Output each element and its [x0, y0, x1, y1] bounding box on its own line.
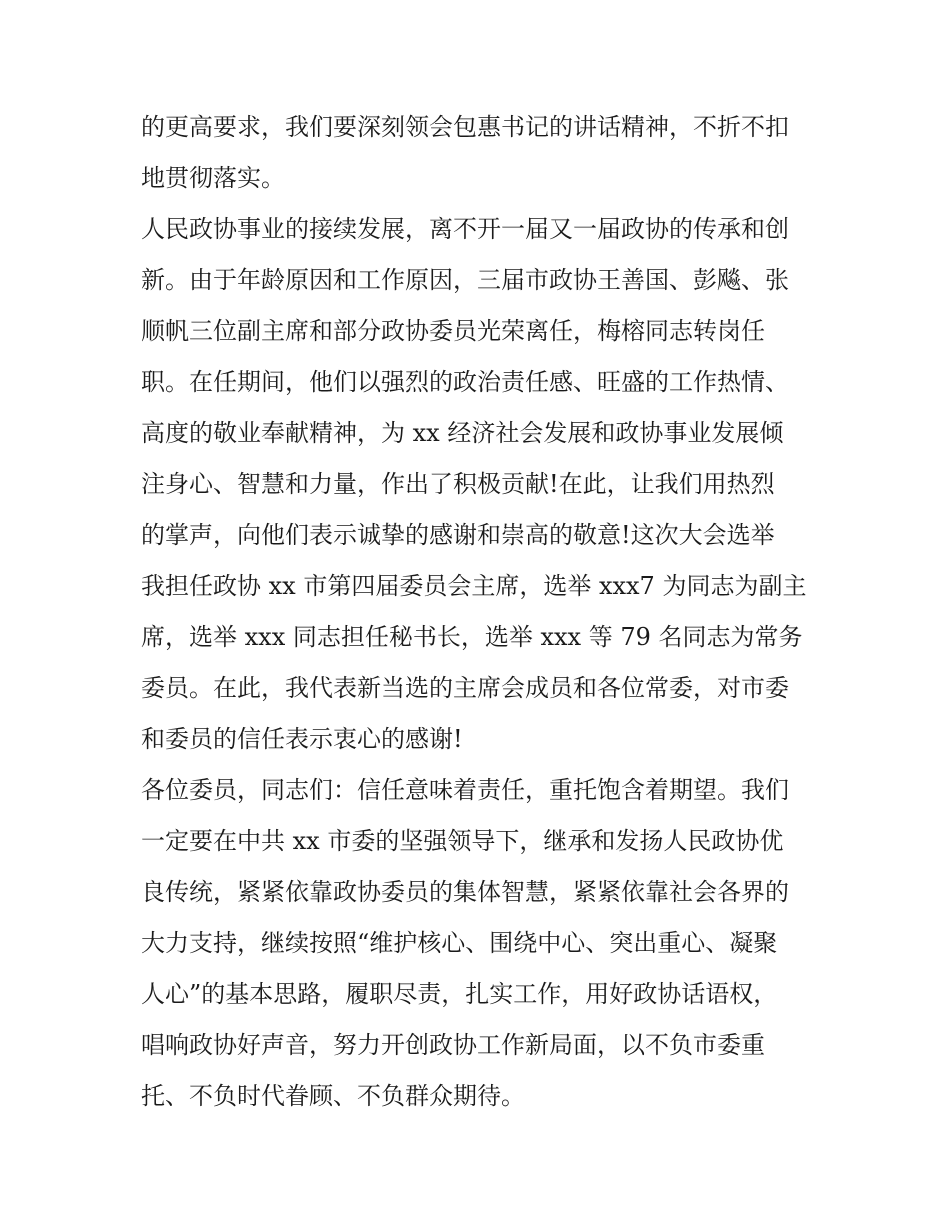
text-line: 托、不负时代眷顾、不负群众期待。: [141, 1082, 525, 1110]
text-line: 和委员的信任表示衷心的感谢!: [141, 725, 463, 753]
text-line: 新。由于年龄原因和工作原因，三届市政协王善国、彭飚、张: [141, 266, 789, 294]
text-line: 大力支持，继续按照“维护核心、围绕中心、突出重心、凝聚: [141, 929, 778, 957]
text-line: 人民政协事业的接续发展，离不开一届又一届政协的传承和创: [141, 215, 789, 243]
text-line: 注身心、智慧和力量，作出了积极贡献!在此，让我们用热烈: [141, 470, 775, 498]
text-line: 唱响政协好声音，努力开创政协工作新局面，以不负市委重: [141, 1031, 765, 1059]
text-line: 人心”的基本思路，履职尽责，扎实工作，用好政协话语权，: [141, 980, 778, 1008]
text-line: 良传统，紧紧依靠政协委员的集体智慧，紧紧依靠社会各界的: [141, 878, 789, 906]
text-line: 职。在任期间，他们以强烈的政治责任感、旺盛的工作热情、: [141, 368, 789, 396]
text-line: 我担任政协 xx 市第四届委员会主席，选举 xxx7 为同志为副主: [141, 572, 807, 600]
text-line: 席，选举 xxx 同志担任秘书长，选举 xxx 等 79 名同志为常务: [141, 623, 803, 651]
text-line: 顺帆三位副主席和部分政协委员光荣离任，梅榕同志转岗任: [141, 317, 765, 345]
text-line: 高度的敬业奉献精神，为 xx 经济社会发展和政协事业发展倾: [141, 419, 784, 447]
text-line: 的更高要求，我们要深刻领会包惠书记的讲话精神，不折不扣: [141, 113, 789, 141]
body-text: [141, 102, 821, 1122]
text-line: 各位委员，同志们：信任意味着责任，重托饱含着期望。我们: [141, 776, 789, 804]
text-line: 一定要在中共 xx 市委的坚强领导下，继承和发扬人民政协优: [141, 827, 784, 855]
text-line: 地贯彻落实。: [141, 164, 285, 192]
text-line: 的掌声，向他们表示诚挚的感谢和崇高的敬意!这次大会选举: [141, 521, 775, 549]
text-line: 委员。在此，我代表新当选的主席会成员和各位常委，对市委: [141, 674, 789, 702]
